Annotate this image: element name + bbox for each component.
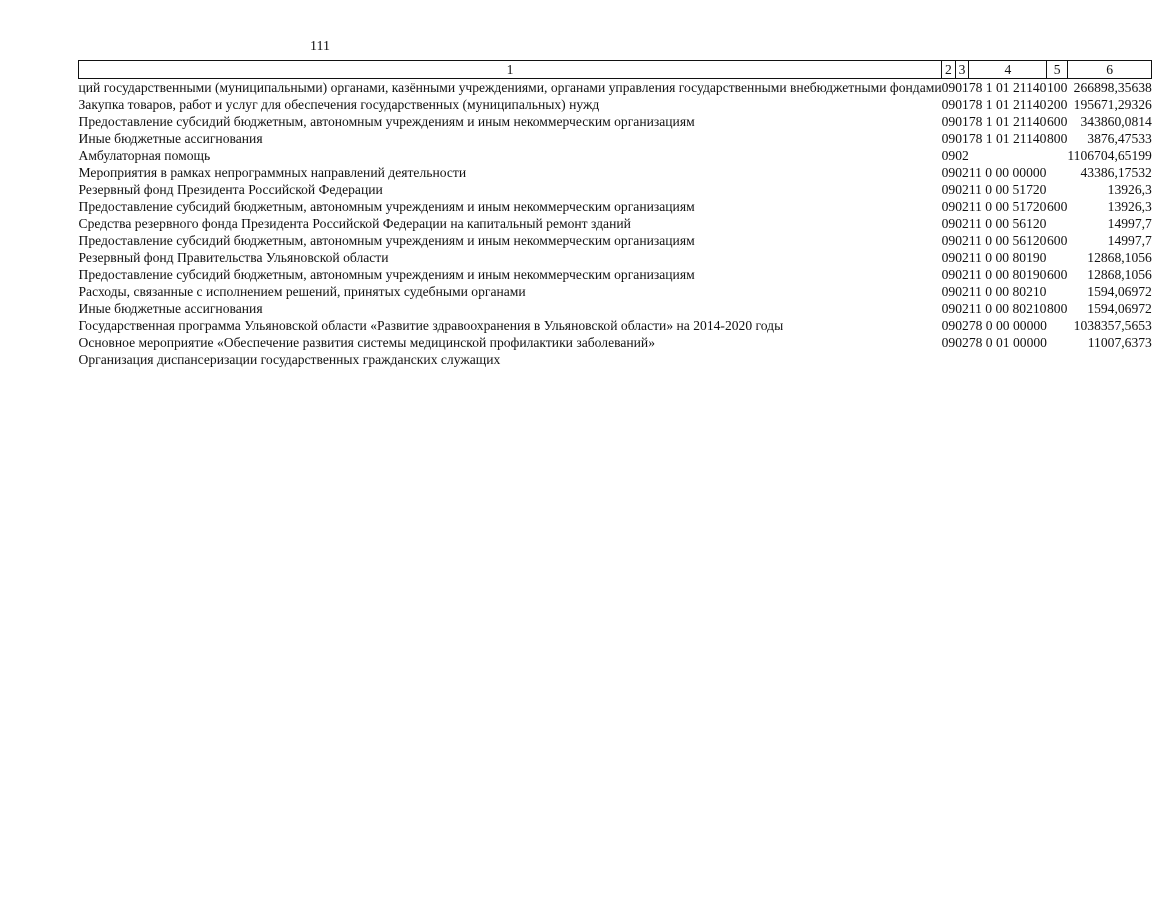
table-row <box>79 249 1152 266</box>
row-expense-type: 800 <box>1046 301 1068 316</box>
table-row <box>79 283 1152 300</box>
row-subsection: 02 <box>955 267 969 282</box>
row-target-article: 78 1 01 21140 <box>968 97 1047 112</box>
table-row <box>79 79 1152 97</box>
row-expense-type: 800 <box>1046 131 1068 146</box>
table-row <box>79 232 1152 249</box>
row-name: Расходы, связанные с исполнением решений, принятых судебными органами <box>78 284 526 299</box>
table-row <box>79 198 1152 215</box>
row-expense-type <box>1047 164 1067 181</box>
row-amount: 12868,1056 <box>1087 250 1152 265</box>
header-col-4: 4 <box>969 61 1047 79</box>
row-subsection: 01 <box>955 97 969 112</box>
row-amount: 195671,29326 <box>1073 97 1152 112</box>
table-row <box>79 351 1152 368</box>
header-col-2: 2 <box>942 61 956 79</box>
row-amount: 1594,06972 <box>1087 301 1152 316</box>
row-subsection: 01 <box>955 80 969 95</box>
row-name: Организация диспансеризации государственных гражданских служащих <box>78 352 501 367</box>
row-name: Резервный фонд Правительства Ульяновской области <box>78 250 389 265</box>
row-name: Мероприятия в рамках непрограммных направлений деятельности <box>78 165 467 180</box>
row-section: 09 <box>941 250 956 265</box>
row-name: Предоставление субсидий бюджетным, автономным учреждениям и иным некоммерческим организациям <box>78 233 695 248</box>
row-expense-type: 600 <box>1046 114 1068 129</box>
header-col-1: 1 <box>79 61 942 79</box>
row-subsection: 02 <box>955 301 969 316</box>
row-name: Амбулаторная помощь <box>78 148 211 163</box>
table-row <box>79 266 1152 283</box>
row-target-article: 78 0 01 00000 <box>968 335 1047 350</box>
row-target-article: 11 0 00 51720 <box>968 199 1047 214</box>
row-subsection <box>955 351 969 368</box>
row-expense-type: 600 <box>1046 267 1068 282</box>
row-amount: 13926,3 <box>1107 199 1152 214</box>
row-target-article: 78 0 00 00000 <box>968 318 1047 333</box>
row-amount: 343860,0814 <box>1080 114 1152 129</box>
row-section: 09 <box>941 165 956 180</box>
table-row <box>79 181 1152 198</box>
row-expense-type <box>1047 317 1067 334</box>
row-name: Предоставление субсидий бюджетным, автономным учреждениям и иным некоммерческим организациям <box>78 199 695 214</box>
row-section: 09 <box>941 301 956 316</box>
row-name: Иные бюджетные ассигнования <box>78 301 263 316</box>
row-amount: 1106704,65199 <box>1067 148 1152 163</box>
header-col-6: 6 <box>1067 61 1151 79</box>
row-expense-type <box>1047 181 1067 198</box>
row-target-article: 11 0 00 80190 <box>968 250 1047 265</box>
row-subsection: 02 <box>955 199 969 214</box>
page-number: 111 <box>310 39 330 54</box>
row-expense-type: 200 <box>1046 97 1068 112</box>
row-name: Резервный фонд Президента Российской Федерации <box>78 182 383 197</box>
row-subsection: 02 <box>955 182 969 197</box>
table-header <box>79 61 1152 79</box>
row-amount: 266898,35638 <box>1073 80 1152 95</box>
row-target-article: 11 0 00 80190 <box>968 267 1047 282</box>
row-target-article <box>969 351 1047 368</box>
table-row <box>79 300 1152 317</box>
row-section: 09 <box>941 80 956 95</box>
row-section: 09 <box>941 114 956 129</box>
row-target-article: 11 0 00 80210 <box>968 284 1047 299</box>
row-amount: 3876,47533 <box>1087 131 1152 146</box>
row-name: ций государственными (муниципальными) органами, казёнными учреждениями, органами управления государственными внебюджетными фондами <box>78 80 942 95</box>
row-expense-type: 100 <box>1046 80 1068 95</box>
table-row <box>79 334 1152 351</box>
row-target-article: 11 0 00 56120 <box>968 216 1047 231</box>
row-subsection: 02 <box>955 216 969 231</box>
table-row <box>79 130 1152 147</box>
row-target-article <box>969 147 1047 164</box>
row-section: 09 <box>941 216 956 231</box>
row-name: Средства резервного фонда Президента Российской Федерации на капитальный ремонт зданий <box>78 216 631 231</box>
row-expense-type: 600 <box>1046 233 1068 248</box>
table-row <box>79 317 1152 334</box>
row-section: 09 <box>941 233 956 248</box>
row-target-article: 78 1 01 21140 <box>968 131 1047 146</box>
row-name: Предоставление субсидий бюджетным, автономным учреждениям и иным некоммерческим организациям <box>78 114 695 129</box>
row-section: 09 <box>941 284 956 299</box>
row-section: 09 <box>941 267 956 282</box>
row-amount: 12868,1056 <box>1087 267 1152 282</box>
row-target-article: 11 0 00 51720 <box>968 182 1047 197</box>
row-expense-type <box>1047 351 1067 368</box>
row-amount: 1038357,5653 <box>1073 318 1152 333</box>
row-name: Закупка товаров, работ и услуг для обеспечения государственных (муниципальных) нужд <box>78 97 600 112</box>
row-amount: 43386,17532 <box>1080 165 1152 180</box>
row-subsection: 01 <box>955 131 969 146</box>
row-section: 09 <box>941 131 956 146</box>
table-row <box>79 113 1152 130</box>
row-amount: 14997,7 <box>1107 233 1152 248</box>
row-amount: 11007,6373 <box>1087 335 1152 350</box>
row-expense-type <box>1047 249 1067 266</box>
row-subsection: 02 <box>955 165 969 180</box>
table-row <box>79 164 1152 181</box>
row-subsection: 02 <box>955 284 969 299</box>
row-subsection: 02 <box>955 335 969 350</box>
row-name: Государственная программа Ульяновской области «Развитие здравоохранения в Ульяновской области» на 2014-2020 годы <box>78 318 784 333</box>
row-section: 09 <box>941 199 956 214</box>
row-subsection: 02 <box>955 318 969 333</box>
table-row <box>79 96 1152 113</box>
row-subsection: 02 <box>955 233 969 248</box>
table-body <box>79 79 1152 369</box>
row-name: Предоставление субсидий бюджетным, автономным учреждениям и иным некоммерческим организациям <box>78 267 695 282</box>
row-target-article: 11 0 00 56120 <box>968 233 1047 248</box>
header-col-5: 5 <box>1047 61 1067 79</box>
row-section: 09 <box>941 335 956 350</box>
row-amount: 1594,06972 <box>1087 284 1152 299</box>
row-expense-type <box>1047 334 1067 351</box>
row-section: 09 <box>941 318 956 333</box>
row-amount: 13926,3 <box>1107 182 1152 197</box>
row-section: 09 <box>941 182 956 197</box>
row-subsection: 02 <box>955 250 969 265</box>
row-amount: 14997,7 <box>1107 216 1152 231</box>
row-expense-type <box>1047 147 1067 164</box>
row-subsection: 01 <box>955 114 969 129</box>
row-amount <box>1067 351 1151 368</box>
row-expense-type: 600 <box>1046 199 1068 214</box>
row-name: Иные бюджетные ассигнования <box>78 131 263 146</box>
table-row <box>79 215 1152 232</box>
header-col-3: 3 <box>955 61 969 79</box>
row-subsection: 02 <box>955 148 969 163</box>
budget-table <box>78 60 1152 368</box>
row-expense-type <box>1047 215 1067 232</box>
row-section: 09 <box>941 148 956 163</box>
row-target-article: 11 0 00 80210 <box>968 301 1047 316</box>
table-row <box>79 147 1152 164</box>
row-target-article: 78 1 01 21140 <box>968 114 1047 129</box>
row-name: Основное мероприятие «Обеспечение развития системы медицинской профилактики заболеваний» <box>78 335 655 350</box>
row-section <box>942 351 956 368</box>
row-target-article: 78 1 01 21140 <box>968 80 1047 95</box>
row-target-article: 11 0 00 00000 <box>968 165 1047 180</box>
row-expense-type <box>1047 283 1067 300</box>
row-section: 09 <box>941 97 956 112</box>
